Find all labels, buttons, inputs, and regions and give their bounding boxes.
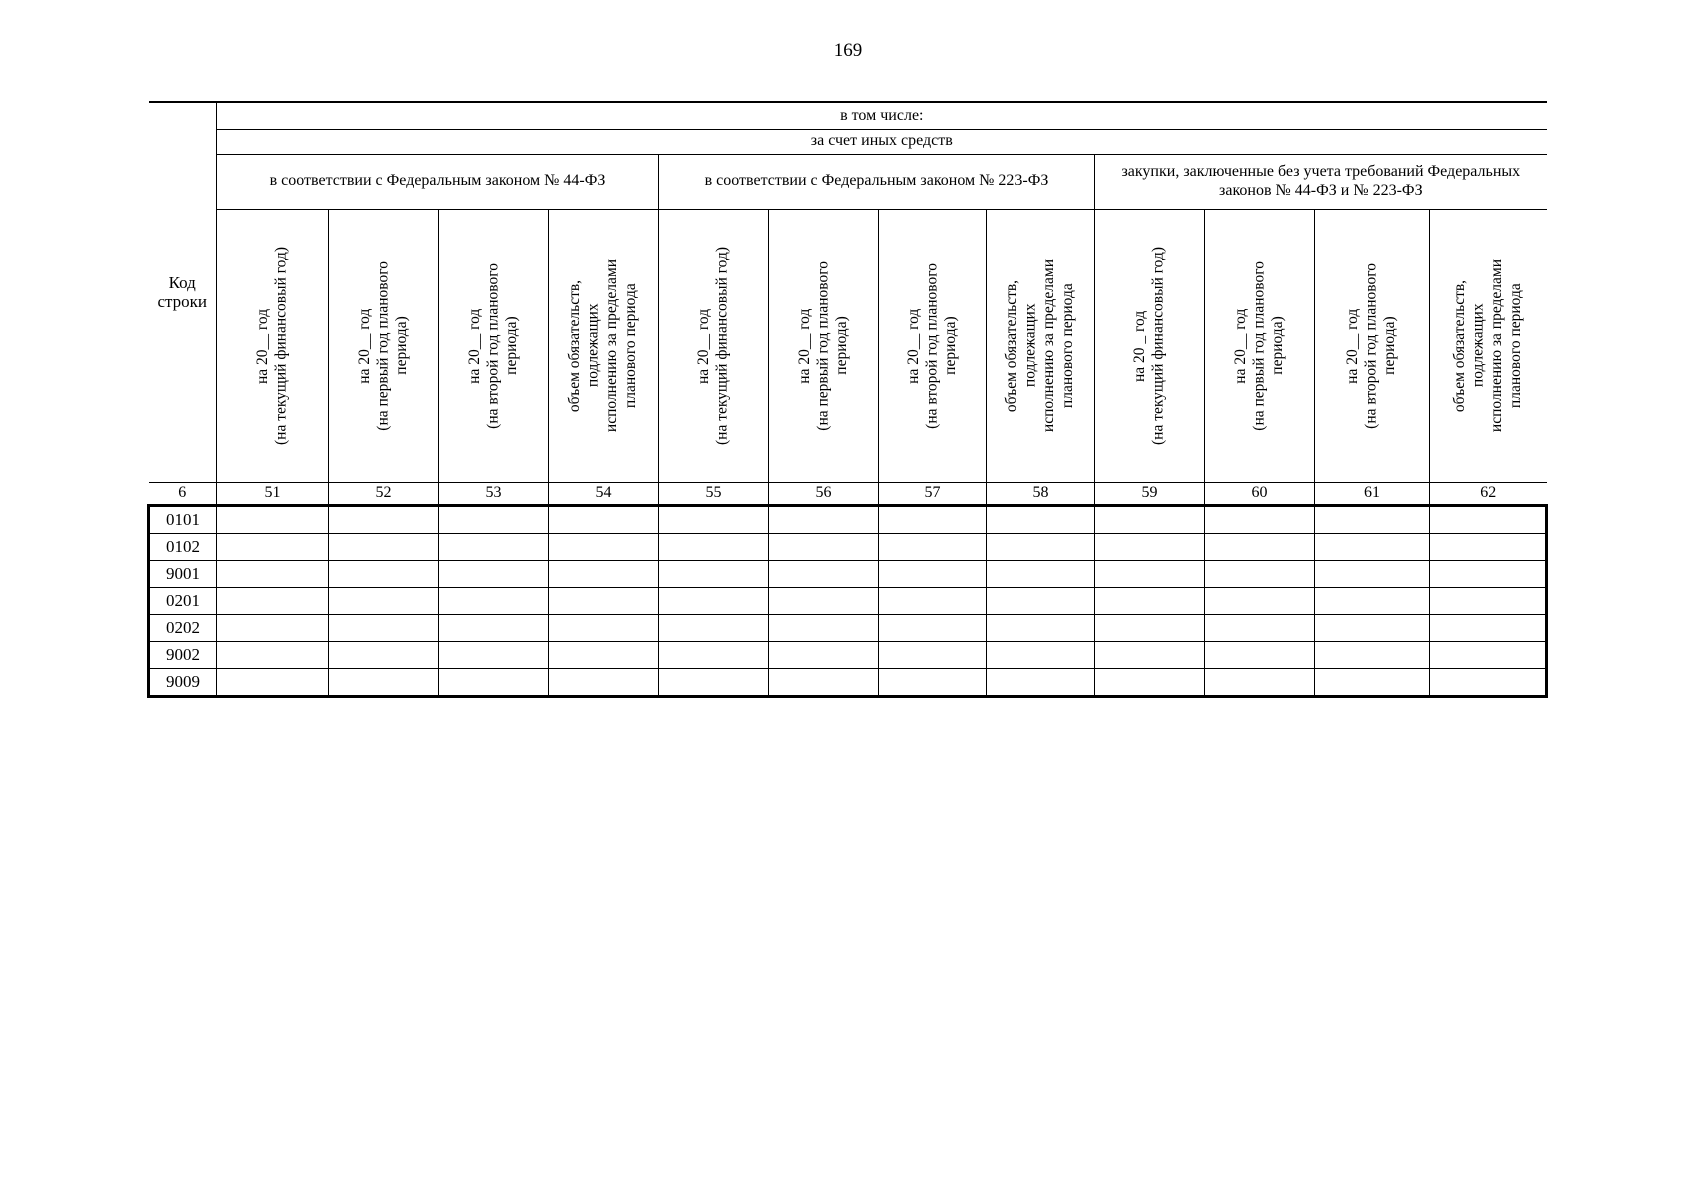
data-cell[interactable] [549,533,659,560]
data-cell[interactable] [1430,641,1547,668]
data-cell[interactable] [439,505,549,533]
data-cell[interactable] [549,505,659,533]
data-cell[interactable] [329,533,439,560]
data-cell[interactable] [217,641,329,668]
column-header-58 [987,209,1095,482]
row-code: 9002 [149,641,217,668]
header-row-2 [149,129,1547,154]
data-cell[interactable] [439,641,549,668]
data-cell[interactable] [217,560,329,587]
data-cell[interactable] [879,533,987,560]
data-cell[interactable] [879,560,987,587]
data-cell[interactable] [1205,533,1315,560]
data-cell[interactable] [987,641,1095,668]
column-number-55: 55 [659,482,769,505]
data-cell[interactable] [1095,505,1205,533]
header-row-3 [149,154,1547,209]
data-cell[interactable] [439,560,549,587]
code-column-header [149,102,217,482]
header-row-1 [149,102,1547,129]
table-row [149,560,1547,587]
data-cell[interactable] [1315,505,1430,533]
data-cell[interactable] [987,505,1095,533]
column-header-text: объем обязательств, подлежащих исполнению за пределами планового периода [1003,258,1077,433]
data-cell[interactable] [769,641,879,668]
data-cell[interactable] [329,505,439,533]
data-cell[interactable] [879,587,987,614]
data-cell[interactable] [1430,533,1547,560]
data-cell[interactable] [217,668,329,696]
data-cell[interactable] [1315,641,1430,668]
data-cell[interactable] [769,533,879,560]
column-number-60: 60 [1205,482,1315,505]
form-table [147,101,1548,698]
data-cell[interactable] [879,505,987,533]
data-cell[interactable] [1315,614,1430,641]
data-cell[interactable] [1095,560,1205,587]
data-cell[interactable] [1205,560,1315,587]
data-cell[interactable] [1095,533,1205,560]
group-without-fz-header: закупки, заключенные без учета требований Федеральных законов № 44-ФЗ и № 223-ФЗ [1095,154,1547,209]
column-header-57 [879,209,987,482]
data-cell[interactable] [1095,587,1205,614]
group-44fz-header: в соответствии с Федеральным законом № 44-ФЗ [217,154,659,209]
column-number-62: 62 [1430,482,1547,505]
column-header-text: на 20__ год (на второй год планового периода) [1344,262,1399,429]
column-header-62 [1430,209,1547,482]
data-cell[interactable] [549,641,659,668]
data-cell[interactable] [769,560,879,587]
data-cell[interactable] [549,560,659,587]
data-cell[interactable] [987,560,1095,587]
row-code: 9009 [149,668,217,696]
data-cell[interactable] [439,614,549,641]
data-cell[interactable] [1430,560,1547,587]
column-header-text: на 20__ год (на текущий финансовый год) [253,246,290,445]
data-cell[interactable] [769,614,879,641]
column-number-53: 53 [439,482,549,505]
data-cell[interactable] [439,587,549,614]
table-row [149,505,1547,533]
column-number-row [149,482,1547,505]
column-number-57: 57 [879,482,987,505]
data-cell[interactable] [879,614,987,641]
page-number: 169 [833,40,863,61]
data-cell[interactable] [1205,641,1315,668]
data-cell[interactable] [329,614,439,641]
data-cell[interactable] [329,560,439,587]
column-header-text: объем обязательств, подлежащих исполнению за пределами планового периода [566,258,640,433]
row-code: 9001 [149,560,217,587]
in-that-number-header: в том числе: [217,102,1547,129]
data-cell[interactable] [1205,505,1315,533]
data-cell[interactable] [549,668,659,696]
data-cell[interactable] [659,641,769,668]
data-cell[interactable] [1095,668,1205,696]
data-cell[interactable] [987,587,1095,614]
data-cell[interactable] [1095,614,1205,641]
data-cell[interactable] [549,587,659,614]
data-cell[interactable] [329,668,439,696]
data-cell[interactable] [1315,668,1430,696]
column-header-text: на 20 _ год (на текущий финансовый год) [1130,246,1167,445]
data-cell[interactable] [769,587,879,614]
data-cell[interactable] [439,533,549,560]
data-cell[interactable] [1430,505,1547,533]
column-header-52 [329,209,439,482]
column-number-56: 56 [769,482,879,505]
column-header-text: на 20__ год (на первый год планового периода) [1231,260,1286,431]
data-cell[interactable] [659,560,769,587]
column-header-54 [549,209,659,482]
header-row-4 [149,209,1547,482]
data-cell[interactable] [217,533,329,560]
data-cell[interactable] [987,614,1095,641]
column-header-text: на 20__ год (на текущий финансовый год) [694,246,731,445]
data-cell[interactable] [769,668,879,696]
row-code: 0101 [149,505,217,533]
data-cell[interactable] [1095,641,1205,668]
data-cell[interactable] [1315,533,1430,560]
row-code: 0201 [149,587,217,614]
data-cell[interactable] [879,641,987,668]
column-header-51 [217,209,329,482]
other-funds-header: за счет иных средств [217,129,1547,154]
column-number-54: 54 [549,482,659,505]
data-cell[interactable] [769,505,879,533]
data-cell[interactable] [217,505,329,533]
table-row [149,641,1547,668]
group-223fz-header: в соответствии с Федеральным законом № 223-ФЗ [659,154,1095,209]
table-row [149,587,1547,614]
column-header-text: объем обязательств, подлежащих исполнению за пределами планового периода [1451,258,1524,433]
data-cell[interactable] [659,668,769,696]
data-cell[interactable] [1205,614,1315,641]
data-cell[interactable] [659,533,769,560]
column-header-text: на 20__ год (на первый год планового периода) [355,260,410,431]
column-header-56 [769,209,879,482]
data-cell[interactable] [659,505,769,533]
table-row [149,668,1547,696]
column-number-51: 51 [217,482,329,505]
data-cell[interactable] [987,668,1095,696]
column-number-59: 59 [1095,482,1205,505]
column-number-6: 6 [149,482,217,505]
data-cell[interactable] [987,533,1095,560]
column-number-58: 58 [987,482,1095,505]
code-label: Код строки [157,272,208,312]
data-cell[interactable] [217,587,329,614]
column-header-text: на 20__ год (на первый год планового периода) [795,260,850,431]
data-cell[interactable] [1430,614,1547,641]
data-cell[interactable] [439,668,549,696]
row-code: 0102 [149,533,217,560]
data-cell[interactable] [659,587,769,614]
data-cell[interactable] [1430,668,1547,696]
column-header-55 [659,209,769,482]
column-header-60 [1205,209,1315,482]
table-row [149,533,1547,560]
row-code: 0202 [149,614,217,641]
data-cell[interactable] [879,668,987,696]
table-row [149,614,1547,641]
data-rows [149,505,1547,696]
column-header-61 [1315,209,1430,482]
data-cell[interactable] [1315,560,1430,587]
column-header-53 [439,209,549,482]
data-cell[interactable] [659,614,769,641]
data-cell[interactable] [329,641,439,668]
column-header-text: на 20__ год (на второй год планового периода) [904,262,959,429]
data-cell[interactable] [1205,668,1315,696]
data-cell[interactable] [1315,587,1430,614]
data-cell[interactable] [1430,587,1547,614]
column-header-text: на 20__ год (на второй год планового периода) [465,262,520,429]
data-cell[interactable] [217,614,329,641]
data-cell[interactable] [549,614,659,641]
data-cell[interactable] [1205,587,1315,614]
data-cell[interactable] [329,587,439,614]
column-header-59 [1095,209,1205,482]
column-number-61: 61 [1315,482,1430,505]
column-number-52: 52 [329,482,439,505]
